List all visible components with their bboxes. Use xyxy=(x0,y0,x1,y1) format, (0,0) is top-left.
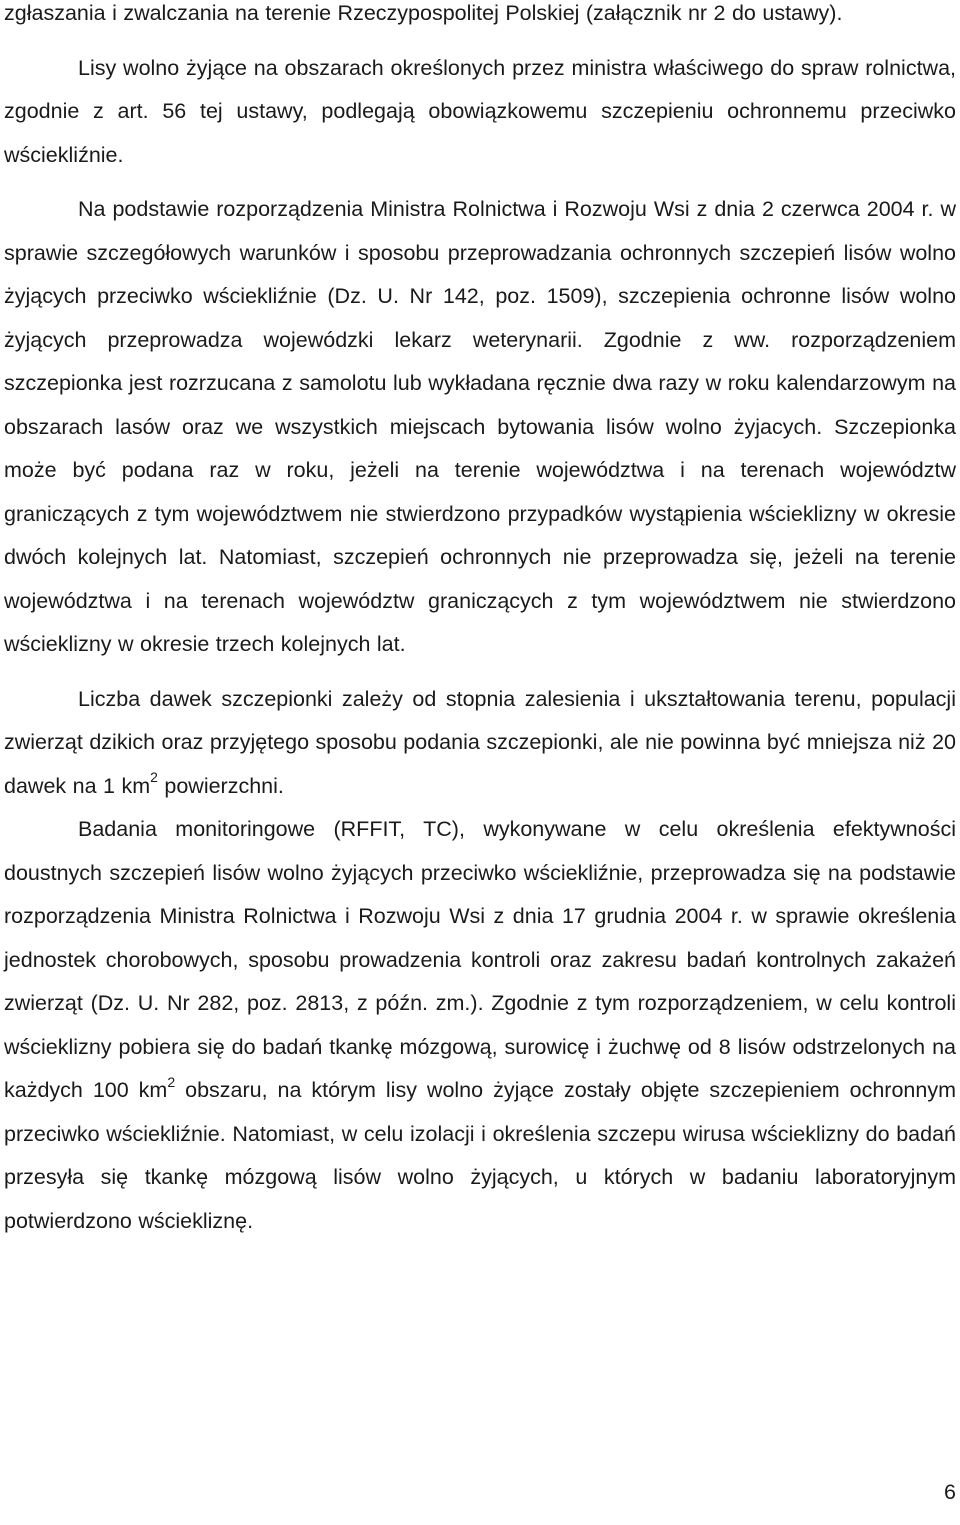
paragraph-continuation: zgłaszania i zwalczania na terenie Rzeczypospolitej Polskiej (załącznik nr 2 do ustawy). xyxy=(4,1,843,25)
paragraph-badania xyxy=(4,808,956,1243)
paragraph-text: Liczba dawek szczepionki zależy od stopnia zalesienia i ukształtowania terenu, populacji zwierząt dzikich oraz przyjętego sposobu podania szczepionki, ale nie powinna być mniejsza niż 20 dawek na 1 km xyxy=(4,686,956,798)
paragraph-liczba-dawek xyxy=(4,678,956,809)
paragraph-text: obszaru, na którym lisy wolno żyjące zostały objęte szczepieniem ochronnym przeciwko wściekliźnie. Natomiast, w celu izolacji i określenia szczepu wirusa wścieklizny do badań przesyła się tkankę mózgową lisów wolno żyjących, u których w badaniu laboratoryjnym potwierdzono wściekliznę. xyxy=(4,1078,956,1233)
paragraph-lisy: Lisy wolno żyjące na obszarach określonych przez ministra właściwego do spraw rolnictwa, zgodnie z art. 56 tej ustawy, podlegają obowiązkowemu szczepieniu ochronnemu przeciwko wściekliźnie. xyxy=(4,55,956,167)
document-page xyxy=(4,0,956,1243)
paragraph-text: powierzchni. xyxy=(157,773,284,798)
superscript: 2 xyxy=(167,1073,176,1090)
paragraph-rozporzadzenie: Na podstawie rozporządzenia Ministra Rolnictwa i Rozwoju Wsi z dnia 2 czerwca 2004 r. w sprawie szczegółowych warunków i sposobu przeprowadzania ochronnych szczepień lisów wolno żyjących przeciwko wściekliźnie (Dz. U. Nr 142, poz. 1509), szczepienia ochronne lisów wolno żyjących przeprowadza wojewódzki lekarz weterynarii. Zgodnie z ww. rozporządzeniem szczepionka jest rozrzucana z samolotu lub wykładana ręcznie dwa razy w roku kalendarzowym na obszarach lasów oraz we wszystkich miejscach bytowania lisów wolno żyjacych. Szczepionka może być podana raz w roku, jeżeli na terenie województwa i na terenach województw graniczących z tym województwem nie stwierdzono przypadków wystąpienia wścieklizny w okresie dwóch kolejnych lat. Natomiast, szczepień ochronnych nie przeprowadza się, jeżeli na terenie województwa i na terenach województw graniczących z tym województwem nie stwierdzono wścieklizny w okresie trzech kolejnych lat. xyxy=(4,197,956,656)
page-number: 6 xyxy=(944,1480,956,1504)
superscript: 2 xyxy=(150,769,158,786)
paragraph-text: Badania monitoringowe (RFFIT, TC), wykonywane w celu określenia efektywności doustnych szczepień lisów wolno żyjących przeciwko wściekliźnie, przeprowadza się na podstawie rozporządzenia Ministra Rolnictwa i Rozwoju Wsi z dnia 17 grudnia 2004 r. w sprawie określenia jednostek chorobowych, sposobu prowadzenia kontroli oraz zakresu badań kontrolnych zakażeń zwierząt (Dz. U. Nr 282, poz. 2813, z późn. zm.). Zgodnie z tym rozporządzeniem, w celu kontroli wścieklizny pobiera się do badań tkankę mózgową, surowicę i żuchwę od 8 lisów odstrzelonych na każdych 100 km xyxy=(4,817,956,1102)
